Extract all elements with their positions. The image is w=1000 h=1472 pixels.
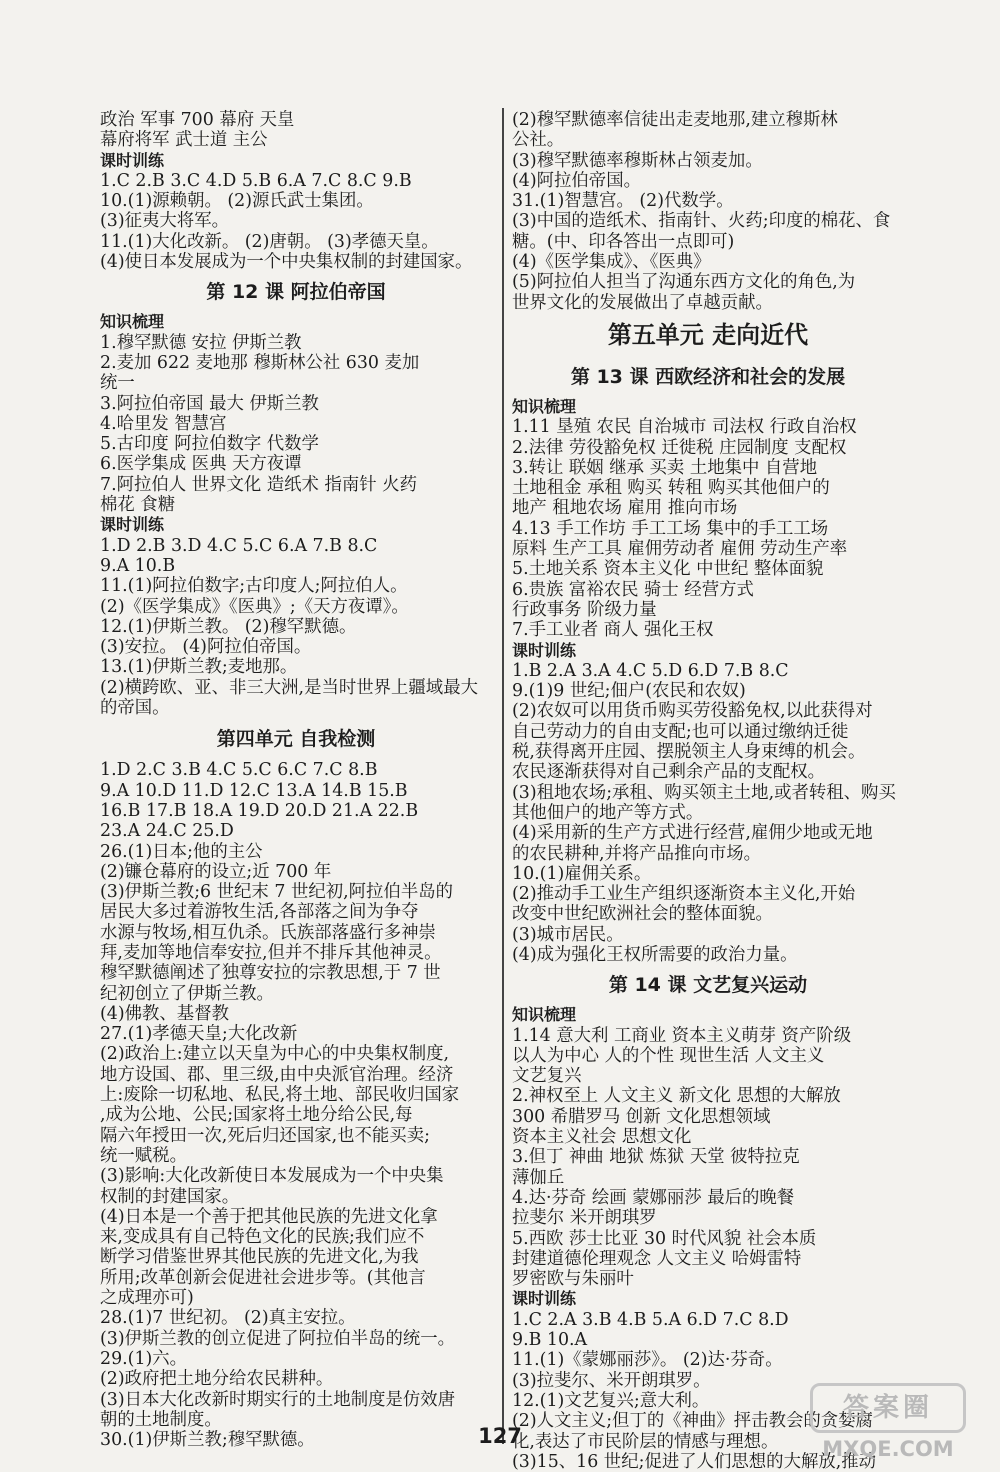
answer-line: 纪初创立了伊斯兰教。 — [100, 983, 274, 1004]
answer-line: (3)伊斯兰教的创立促进了阿拉伯半岛的统一。 — [100, 1328, 456, 1349]
answer-line: 300 希腊罗马 创新 文化思想领域 — [512, 1106, 771, 1127]
subsection-heading: 知识梳理 — [512, 396, 577, 416]
page-number: 127 — [478, 1424, 522, 1448]
lesson-heading: 第 12 课 阿拉伯帝国 — [206, 281, 386, 304]
answer-line: 的帝国。 — [100, 698, 170, 719]
answer-line: 31.(1)智慧宫。 (2)代数学。 — [512, 191, 734, 212]
answer-line: 13.(1)伊斯兰教;麦地那。 — [100, 657, 298, 678]
answer-line: (2)推动手工业生产组织逐渐资本主义化,开始 — [512, 884, 856, 905]
answer-line: 2.神权至上 人文主义 新文化 思想的大解放 — [512, 1086, 841, 1107]
answer-line: 3.转让 联姻 继承 买卖 土地集中 自营地 — [512, 457, 818, 478]
answer-line: 公社。 — [512, 130, 565, 151]
answer-line: (4)阿拉伯帝国。 — [512, 170, 641, 191]
answer-line: 的农民耕种,并将产品推向市场。 — [512, 843, 761, 864]
subsection-heading: 知识梳理 — [100, 312, 165, 332]
subsection-heading: 课时训练 — [100, 515, 165, 535]
answer-line: 文艺复兴 — [512, 1066, 582, 1087]
answer-line: (3)穆罕默德率穆斯林占领麦加。 — [512, 150, 763, 171]
answer-line: 改变中世纪欧洲社会的整体面貌。 — [512, 904, 773, 925]
answer-line: (3)15、16 世纪;促进了人们思想的大解放,推动 — [512, 1451, 877, 1472]
lesson-heading: 第 14 课 文艺复兴运动 — [608, 974, 808, 997]
answer-line: 居民大多过着游牧生活,各部落之间为争夺 — [100, 902, 419, 923]
answer-line: (2)政治上:建立以天皇为中心的中央集权制度, — [100, 1044, 450, 1065]
answer-line: (2)人文主义;但丁的《神曲》抨击教会的贪婪腐 — [512, 1411, 873, 1432]
answer-line: 9.A 10.D 11.D 12.C 13.A 14.B 15.B — [100, 780, 408, 801]
answer-line: (3)日本大化改新时期实行的土地制度是仿效唐 — [100, 1389, 456, 1410]
answer-line: 税,获得离开庄园、摆脱领主人身束缚的机会。 — [512, 742, 866, 763]
answer-line: (2)镰仓幕府的设立;近 700 年 — [100, 861, 332, 882]
answer-line: 其他佃户的地产等方式。 — [512, 802, 704, 823]
answer-line: 1.D 2.B 3.D 4.C 5.C 6.A 7.B 8.C — [100, 535, 378, 556]
answer-line: 26.(1)日本;他的主公 — [100, 841, 263, 862]
answer-line: 11.(1)大化改新。 (2)唐朝。 (3)孝德天皇。 — [100, 231, 439, 252]
answer-line: 幕府将军 武士道 主公 — [100, 130, 268, 151]
answer-line: 农民逐渐获得对自己剩余产品的支配权。 — [512, 762, 826, 783]
answer-line: 1.14 意大利 工商业 资本主义萌芽 资产阶级 — [512, 1025, 852, 1046]
answer-line: 23.A 24.C 25.D — [100, 821, 234, 842]
answer-line: (4)采用新的生产方式进行经营,雇佣少地或无地 — [512, 823, 873, 844]
answer-line: 10.(1)雇佣关系。 — [512, 863, 652, 884]
answer-line: 糖。(中、印各答出一点即可) — [512, 231, 735, 252]
answer-line: 3.阿拉伯帝国 最大 伊斯兰教 — [100, 393, 319, 414]
answer-line: 上:废除一切私地、私民,将土地、部民收归国家 — [100, 1085, 460, 1106]
answer-line: 行政事务 阶级力量 — [512, 599, 657, 620]
answer-line: 1.C 2.A 3.B 4.B 5.A 6.D 7.C 8.D — [512, 1309, 789, 1330]
answer-line: (3)城市居民。 — [512, 924, 624, 945]
answer-line: ,成为公地、公民;国家将土地分给公民,每 — [100, 1105, 413, 1126]
answer-line: (3)伊斯兰教;6 世纪末 7 世纪初,阿拉伯半岛的 — [100, 882, 453, 903]
answer-line: 11.(1)阿拉伯数字;古印度人;阿拉伯人。 — [100, 576, 408, 597]
watermark-site: MXQE.COM — [822, 1437, 954, 1461]
column-divider — [502, 108, 504, 1444]
answer-line: 地产 租地农场 雇用 推向市场 — [512, 498, 738, 519]
answer-line: 化,表达了市民阶层的情感与理想。 — [512, 1431, 779, 1452]
answer-line: 1.B 2.A 3.A 4.C 5.D 6.D 7.B 8.C — [512, 660, 789, 681]
answer-line: (2)横跨欧、亚、非三大洲,是当时世界上疆域最大 — [100, 677, 478, 698]
answer-line: (4)使日本发展成为一个中央集权制的封建国家。 — [100, 252, 473, 273]
answer-line: 27.(1)孝德天皇;大化改新 — [100, 1024, 298, 1045]
answer-line: 自己劳动力的自由支配;也可以通过缴纳迁徙 — [512, 721, 849, 742]
answer-line: (4)成为强化王权所需要的政治力量。 — [512, 944, 798, 965]
answer-line: (3)影响:大化改新使日本发展成为一个中央集 — [100, 1166, 444, 1187]
answer-line: 10.(1)源赖朝。 (2)源氏武士集团。 — [100, 191, 374, 212]
answer-line: 28.(1)7 世纪初。 (2)真主安拉。 — [100, 1308, 356, 1329]
answer-line: 拜,麦加等地信奉安拉,但并不排斥其他神灵。 — [100, 942, 442, 963]
answer-line: 拉斐尔 米开朗琪罗 — [512, 1208, 657, 1229]
answer-line: 2.法律 劳役豁免权 迁徙税 庄园制度 支配权 — [512, 437, 847, 458]
answer-line: (3)征夷大将军。 — [100, 211, 229, 232]
answer-line: 6.贵族 富裕农民 骑士 经营方式 — [512, 579, 754, 600]
answer-line: (4)《医学集成》、《医典》 — [512, 252, 711, 273]
answer-line: 1.穆罕默德 安拉 伊斯兰教 — [100, 332, 302, 353]
answer-line: (5)阿拉伯人担当了沟通东西方文化的角色,为 — [512, 272, 856, 293]
answer-line: 地方设国、郡、里三级,由中央派官治理。经济 — [100, 1064, 454, 1085]
subsection-heading: 课时训练 — [100, 150, 165, 170]
answer-line: 30.(1)伊斯兰教;穆罕默德。 — [100, 1430, 315, 1451]
answer-line: 薄伽丘 — [512, 1167, 565, 1188]
answer-line: 断学习借鉴世界其他民族的先进文化,为我 — [100, 1247, 419, 1268]
answer-line: 封建道德伦理观念 人文主义 哈姆雷特 — [512, 1248, 802, 1269]
answer-line: 政治 军事 700 幕府 天皇 — [100, 110, 295, 130]
answer-line: 9.B 10.A — [512, 1330, 588, 1351]
answer-line: 原料 生产工具 雇佣劳动者 雇佣 劳动生产率 — [512, 539, 848, 560]
right-column — [512, 110, 904, 1472]
subsection-heading: 课时训练 — [512, 640, 577, 660]
answer-line: 统一赋税。 — [100, 1145, 187, 1166]
subsection-heading: 知识梳理 — [512, 1005, 577, 1025]
answer-line: 穆罕默德阐述了独尊安拉的宗教思想,于 7 世 — [100, 963, 441, 984]
answer-line: 朝的土地制度。 — [100, 1409, 222, 1430]
answer-line: (3)中国的造纸术、指南针、火药;印度的棉花、食 — [512, 211, 891, 232]
answer-line: (2)农奴可以用货币购买劳役豁免权,以此获得对 — [512, 701, 873, 722]
answer-line: 7.手工业者 商人 强化王权 — [512, 620, 714, 641]
answer-line: 以人为中心 人的个性 现世生活 人文主义 — [512, 1045, 825, 1066]
answer-line: 棉花 食糖 — [100, 495, 176, 516]
answer-line: 1.D 2.C 3.B 4.C 5.C 6.C 7.C 8.B — [100, 760, 378, 781]
answer-line: 权制的封建国家。 — [100, 1186, 240, 1207]
answer-line: (3)拉斐尔、米开朗琪罗。 — [512, 1370, 711, 1391]
unit-heading: 第五单元 走向近代 — [607, 320, 809, 349]
lesson-heading: 第 13 课 西欧经济和社会的发展 — [570, 365, 846, 388]
answer-line: 12.(1)文艺复兴;意大利。 — [512, 1390, 710, 1411]
answer-line: 6.医学集成 医典 天方夜谭 — [100, 454, 302, 475]
answer-line: 3.但丁 神曲 地狱 炼狱 天堂 彼特拉克 — [512, 1147, 800, 1168]
left-column — [100, 110, 492, 1450]
answer-line: 1.11 垦殖 农民 自治城市 司法权 行政自治权 — [512, 417, 857, 438]
answer-line: 9.A 10.B — [100, 555, 176, 576]
answer-line: (2)穆罕默德率信徒出走麦地那,建立穆斯林 — [512, 110, 838, 130]
answer-line: (3)安拉。 (4)阿拉伯帝国。 — [100, 637, 312, 658]
answer-line: 土地租金 承租 购买 转租 购买其他佃户的 — [512, 478, 830, 499]
answer-line: (3)租地农场;承租、购买领主土地,或者转租、购买 — [512, 782, 896, 803]
answer-line: 29.(1)六。 — [100, 1348, 188, 1369]
answer-line: (4)佛教、基督教 — [100, 1003, 229, 1024]
watermark-logo — [804, 1383, 972, 1461]
answer-line: 世界文化的发展做出了卓越贡献。 — [512, 292, 773, 313]
watermark-logo-text: 答案圈 — [810, 1383, 966, 1433]
answer-line: 罗密欧与朱丽叶 — [512, 1269, 634, 1290]
answer-line: 2.麦加 622 麦地那 穆斯林公社 630 麦加 — [100, 352, 420, 373]
answer-line: 资本主义社会 思想文化 — [512, 1127, 692, 1148]
answer-line: 4.达·芬奇 绘画 蒙娜丽莎 最后的晚餐 — [512, 1187, 795, 1208]
answer-line: 5.古印度 阿拉伯数字 代数学 — [100, 434, 319, 455]
answer-line: 11.(1)《蒙娜丽莎》。 (2)达·芬奇。 — [512, 1350, 783, 1371]
answer-line: 5.西欧 莎士比亚 30 时代风貌 社会本质 — [512, 1228, 817, 1249]
answer-line: 4.哈里发 智慧宫 — [100, 413, 227, 434]
subsection-heading: 课时训练 — [512, 1289, 577, 1309]
answer-line: 隔六年授田一次,死后归还国家,也不能买卖; — [100, 1125, 430, 1146]
unit-heading: 第四单元 自我检测 — [216, 728, 376, 751]
answer-line: (4)日本是一个善于把其他民族的先进文化拿 — [100, 1206, 438, 1227]
answer-line: 所用;改革创新会促进社会进步等。(其他言 — [100, 1267, 426, 1288]
answer-line: 1.C 2.B 3.C 4.D 5.B 6.A 7.C 8.C 9.B — [100, 170, 412, 191]
answer-line: 水源与牧场,相互仇杀。氏族部落盛行多神崇 — [100, 922, 436, 943]
answer-line: 4.13 手工作坊 手工工场 集中的手工工场 — [512, 518, 829, 539]
answer-line: 16.B 17.B 18.A 19.D 20.D 21.A 22.B — [100, 800, 419, 821]
answer-line: 7.阿拉伯人 世界文化 造纸术 指南针 火药 — [100, 474, 417, 495]
answer-line: 统一 — [100, 373, 135, 394]
answer-line: 来,变成具有自己特色文化的民族;我们应不 — [100, 1227, 425, 1248]
answer-line: 9.(1)9 世纪;佃户(农民和农奴) — [512, 681, 746, 702]
answer-line: 之成理亦可) — [100, 1288, 194, 1309]
answer-line: (2)《医学集成》《医典》;《天方夜谭》。 — [100, 596, 409, 617]
answer-line: 5.土地关系 资本主义化 中世纪 整体面貌 — [512, 559, 824, 580]
answer-line: (2)政府把土地分给农民耕种。 — [100, 1369, 334, 1390]
answer-line: 12.(1)伊斯兰教。 (2)穆罕默德。 — [100, 616, 357, 637]
